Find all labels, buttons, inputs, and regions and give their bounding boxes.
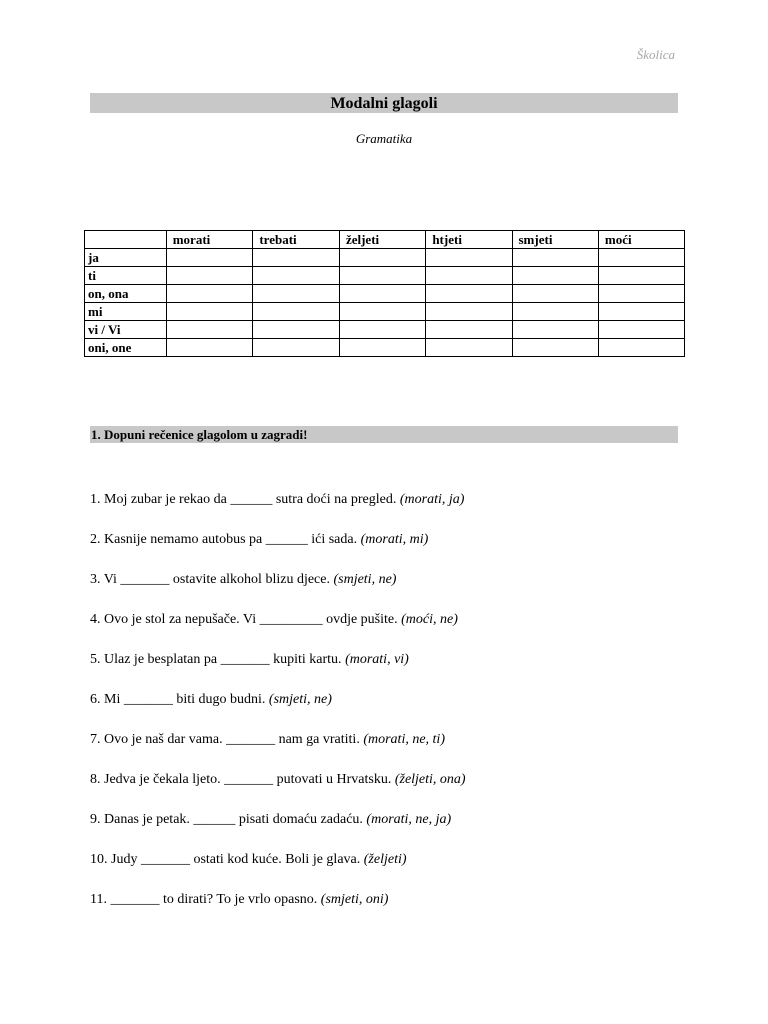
exercise-sentence bbox=[90, 691, 690, 731]
table-row bbox=[85, 321, 685, 339]
answer-cell[interactable] bbox=[166, 249, 253, 267]
answer-cell[interactable] bbox=[426, 249, 512, 267]
answer-cell[interactable] bbox=[426, 285, 512, 303]
answer-cell[interactable] bbox=[426, 303, 512, 321]
exercise-sentence bbox=[90, 771, 690, 811]
exercise-sentence bbox=[90, 891, 690, 931]
sentence-hint: (smjeti, ne) bbox=[268, 692, 332, 707]
sentence-hint: (morati, mi) bbox=[360, 532, 429, 547]
exercise-sentences bbox=[90, 491, 690, 931]
answer-cell[interactable] bbox=[339, 267, 425, 285]
exercise-sentence bbox=[90, 811, 690, 851]
answer-cell[interactable] bbox=[166, 285, 253, 303]
sentence-text: 5. Ulaz je besplatan pa _______ kupiti kartu. bbox=[90, 652, 346, 667]
answer-cell[interactable] bbox=[253, 267, 340, 285]
answer-cell[interactable] bbox=[512, 303, 598, 321]
exercise-sentence bbox=[90, 731, 690, 771]
exercise-heading bbox=[90, 426, 678, 443]
sentence-hint: (moći, ne) bbox=[401, 612, 458, 627]
answer-cell[interactable] bbox=[339, 285, 425, 303]
sentence-text: 2. Kasnije nemamo autobus pa ______ ići sada. bbox=[90, 532, 361, 547]
table-header-cell: morati bbox=[166, 231, 253, 249]
pronoun-cell: on, ona bbox=[85, 285, 167, 303]
pronoun-cell: mi bbox=[85, 303, 167, 321]
answer-cell[interactable] bbox=[426, 267, 512, 285]
table-header-cell bbox=[85, 231, 167, 249]
answer-cell[interactable] bbox=[339, 303, 425, 321]
table-row bbox=[85, 249, 685, 267]
exercise-sentence bbox=[90, 491, 690, 531]
answer-cell[interactable] bbox=[166, 303, 253, 321]
answer-cell[interactable] bbox=[166, 339, 253, 357]
answer-cell[interactable] bbox=[598, 303, 684, 321]
exercise-heading-text: 1. Dopuni rečenice glagolom u zagradi! bbox=[91, 427, 308, 442]
answer-cell[interactable] bbox=[512, 267, 598, 285]
exercise-sentence bbox=[90, 651, 690, 691]
sentence-hint: (morati, vi) bbox=[345, 652, 409, 667]
sentence-text: 3. Vi _______ ostavite alkohol blizu djece. bbox=[90, 572, 334, 587]
sentence-hint: (željeti) bbox=[363, 852, 407, 867]
answer-cell[interactable] bbox=[426, 339, 512, 357]
pronoun-cell: oni, one bbox=[85, 339, 167, 357]
exercise-sentence bbox=[90, 611, 690, 651]
table-header-cell: moći bbox=[598, 231, 684, 249]
pronoun-cell: vi / Vi bbox=[85, 321, 167, 339]
answer-cell[interactable] bbox=[512, 339, 598, 357]
answer-cell[interactable] bbox=[512, 285, 598, 303]
sentence-hint: (smjeti, oni) bbox=[320, 892, 389, 907]
header-brand: Školica bbox=[636, 47, 675, 62]
table-header-cell: željeti bbox=[339, 231, 425, 249]
answer-cell[interactable] bbox=[426, 321, 512, 339]
answer-cell[interactable] bbox=[598, 321, 684, 339]
table-header-row bbox=[85, 231, 685, 249]
answer-cell[interactable] bbox=[598, 339, 684, 357]
sentence-hint: (željeti, ona) bbox=[394, 772, 466, 787]
pronoun-cell: ti bbox=[85, 267, 167, 285]
answer-cell[interactable] bbox=[253, 249, 340, 267]
sentence-text: 4. Ovo je stol za nepušače. Vi _________ ovdje pušite. bbox=[90, 612, 402, 627]
table-header-cell: htjeti bbox=[426, 231, 512, 249]
table-row bbox=[85, 285, 685, 303]
exercise-sentence bbox=[90, 851, 690, 891]
sentence-hint: (smjeti, ne) bbox=[333, 572, 397, 587]
pronoun-cell: ja bbox=[85, 249, 167, 267]
answer-cell[interactable] bbox=[253, 339, 340, 357]
sentence-hint: (morati, ja) bbox=[399, 492, 465, 507]
answer-cell[interactable] bbox=[166, 267, 253, 285]
sentence-hint: (morati, ne, ja) bbox=[366, 812, 452, 827]
answer-cell[interactable] bbox=[598, 285, 684, 303]
answer-cell[interactable] bbox=[339, 321, 425, 339]
answer-cell[interactable] bbox=[253, 285, 340, 303]
page-title: Modalni glagoli bbox=[90, 93, 678, 113]
sentence-text: 10. Judy _______ ostati kod kuće. Boli je glava. bbox=[90, 852, 364, 867]
conjugation-table bbox=[84, 230, 685, 357]
exercise-sentence bbox=[90, 531, 690, 571]
sentence-text: 8. Jedva je čekala ljeto. _______ putovati u Hrvatsku. bbox=[90, 772, 395, 787]
answer-cell[interactable] bbox=[166, 321, 253, 339]
answer-cell[interactable] bbox=[598, 267, 684, 285]
answer-cell[interactable] bbox=[598, 249, 684, 267]
table-row bbox=[85, 303, 685, 321]
sentence-text: 9. Danas je petak. ______ pisati domaću zadaću. bbox=[90, 812, 367, 827]
answer-cell[interactable] bbox=[512, 321, 598, 339]
table-row bbox=[85, 267, 685, 285]
sentence-text: 11. _______ to dirati? To je vrlo opasno. bbox=[90, 892, 321, 907]
sentence-text: 6. Mi _______ biti dugo budni. bbox=[90, 692, 269, 707]
answer-cell[interactable] bbox=[339, 339, 425, 357]
table-row bbox=[85, 339, 685, 357]
answer-cell[interactable] bbox=[339, 249, 425, 267]
sentence-text: 1. Moj zubar je rekao da ______ sutra doći na pregled. bbox=[90, 492, 400, 507]
table-header-cell: smjeti bbox=[512, 231, 598, 249]
sentence-text: 7. Ovo je naš dar vama. _______ nam ga vratiti. bbox=[90, 732, 364, 747]
answer-cell[interactable] bbox=[512, 249, 598, 267]
sentence-hint: (morati, ne, ti) bbox=[363, 732, 445, 747]
answer-cell[interactable] bbox=[253, 321, 340, 339]
page-subtitle: Gramatika bbox=[355, 131, 413, 146]
answer-cell[interactable] bbox=[253, 303, 340, 321]
exercise-sentence bbox=[90, 571, 690, 611]
table-header-cell: trebati bbox=[253, 231, 340, 249]
